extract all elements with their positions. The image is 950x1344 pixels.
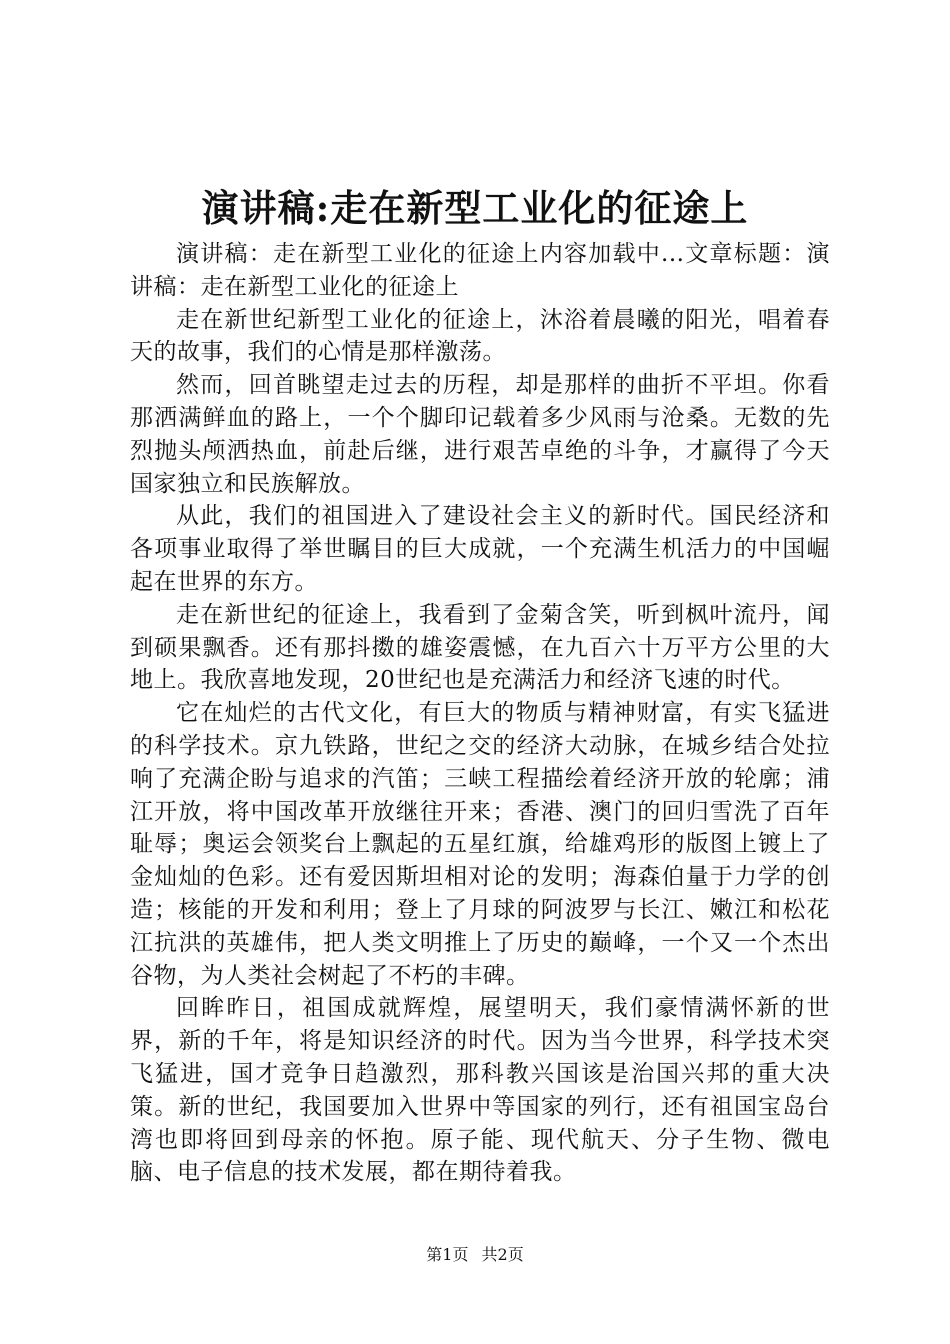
- paragraph: 走在新世纪新型工业化的征途上，沐浴着晨曦的阳光，唱着春天的故事，我们的心情是那样激荡。: [130, 306, 830, 366]
- page-total: 共2页: [481, 1245, 524, 1264]
- page-number: 第1页: [426, 1245, 469, 1264]
- paragraph: 回眸昨日，祖国成就辉煌，展望明天，我们豪情满怀新的世界，新的千年，将是知识经济的时代。因为当今世界，科学技术突飞猛进，国才竞争日趋激烈，那科教兴国该是治国兴邦的重大决策。新的世纪，我国要加入世界中等国家的列行，还有祖国宝岛台湾也即将回到母亲的怀抱。原子能、现代航天、分子生物、微电脑、电子信息的技术发展，都在期待着我。: [130, 995, 830, 1186]
- document-body: [130, 238, 830, 1189]
- paragraph-intro: 演讲稿：走在新型工业化的征途上内容加载中...文章标题：演讲稿：走在新型工业化的征途上: [130, 241, 830, 300]
- page-footer: [0, 1244, 950, 1266]
- paragraph: 它在灿烂的古代文化，有巨大的物质与精神财富，有实飞猛进的科学技术。京九铁路，世纪之交的经济大动脉，在城乡结合处拉响了充满企盼与追求的汽笛；三峡工程描绘着经济开放的轮廓；浦江开放，将中国改革开放继往开来；香港、澳门的回归雪洗了百年耻辱；奥运会领奖台上飘起的五星红旗，给雄鸡形的版图上镀上了金灿灿的色彩。还有爱因斯坦相对论的发明；海森伯量于力学的创造；核能的开发和利用；登上了月球的阿波罗与长江、嫩江和松花江抗洪的英雄伟，把人类文明推上了历史的巅峰，一个又一个杰出谷物，为人类社会树起了不朽的丰碑。: [130, 700, 830, 989]
- paragraph: 走在新世纪的征途上，我看到了金菊含笑，听到枫叶流丹，闻到硕果飘香。还有那抖擞的雄姿震憾，在九百六十万平方公里的大地上。我欣喜地发现，20世纪也是充满活力和经济飞速的时代。: [130, 601, 830, 694]
- paragraph: 然而，回首眺望走过去的历程，却是那样的曲折不平坦。你看那洒满鲜血的路上，一个个脚印记载着多少风雨与沧桑。无数的先烈抛头颅洒热血，前赴后继，进行艰苦卓绝的斗争，才赢得了今天国家独立和民族解放。: [130, 372, 830, 497]
- paragraph: 从此，我们的祖国进入了建设社会主义的新时代。国民经济和各项事业取得了举世瞩目的巨大成就，一个充满生机活力的中国崛起在世界的东方。: [130, 503, 830, 595]
- document-title: 演讲稿:走在新型工业化的征途上: [201, 186, 749, 230]
